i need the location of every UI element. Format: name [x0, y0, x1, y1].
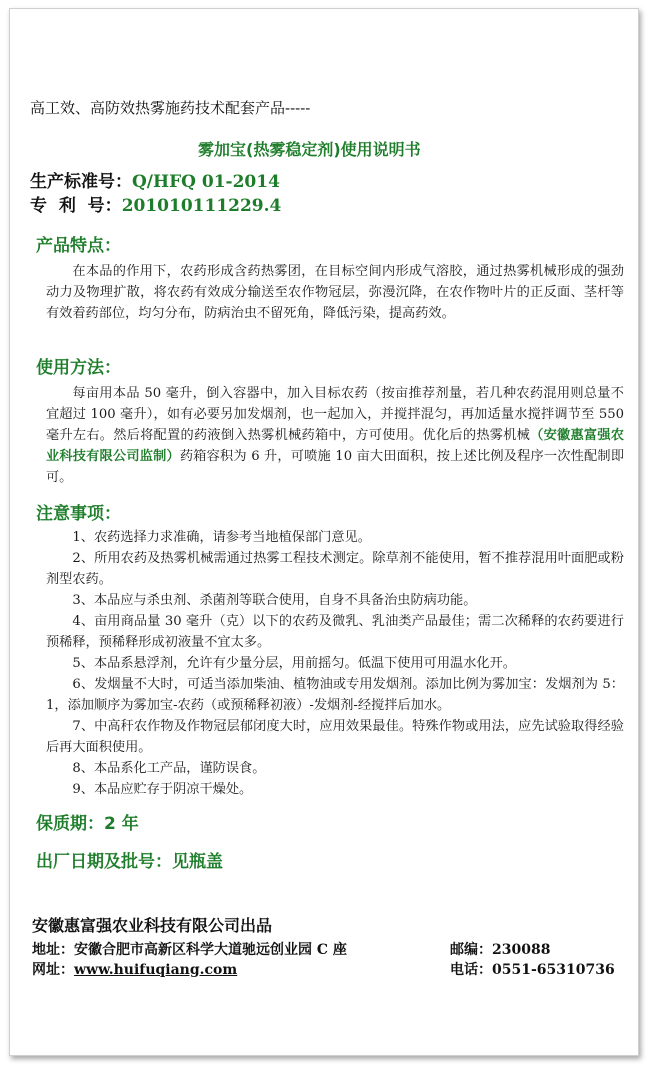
note-item-3: 3、本品应与杀虫剂、杀菌剂等联合使用，自身不具备治虫防病功能。 — [72, 593, 477, 608]
patent-row — [30, 191, 281, 216]
standard-row — [30, 167, 280, 192]
postcode-value: 230088 — [492, 942, 551, 958]
notes-list — [46, 527, 624, 800]
features-text: 在本品的作用下，农药形成含药热雾团，在目标空间内形成气溶胶，通过热雾机械形成的强劲动力及物理扩散，将农药有效成分输送至农作物冠层，弥漫沉降，在农作物叶片的正反面、茎杆等有效着药部位，均匀分布，防病治虫不留死角，降低污染，提高药效。 — [46, 264, 624, 321]
note-item-1: 1、农药选择力求准确，请参考当地植保部门意见。 — [72, 530, 371, 545]
phone-row — [450, 959, 615, 979]
company-name: 安徽惠富强农业科技有限公司出品 — [32, 916, 273, 935]
standard-value: Q/HFQ 01-2014 — [132, 172, 280, 192]
postcode-row — [450, 939, 550, 959]
shelf-life: 保质期：2 年 — [36, 814, 139, 834]
patent-value: 201010111229.4 — [121, 196, 282, 216]
note-item-6: 6、发烟量不大时，可适当添加柴油、植物油或专用发烟剂。添加比例为雾加宝：发烟剂为 5：1，添加顺序为雾加宝-农药（或预稀释初液）-发烟剂-经搅拌后加水。 — [46, 677, 624, 713]
usage-text-before: 每亩用本品 50 毫升，倒入容器中，加入目标农药（按亩推荐剂量，若几种农药混用则总量不宜超过 100 毫升），如有必要另加发烟剂，也一起加入，并搅拌混匀，再加适量水搅拌调节至 550 毫升左右。然后将配置的药液倒入热雾机械药箱中，方可使用。优化后的热雾机械 — [46, 386, 624, 443]
phone-value: 0551-65310736 — [492, 962, 615, 978]
note-item-4: 4、亩用商品量 30 毫升（克）以下的农药及微乳、乳油类产品最佳；需二次稀释的农药要进行预稀释，预稀释形成初液量不宜太多。 — [46, 614, 624, 650]
document-title: 雾加宝(热雾稳定剂)使用说明书 — [198, 140, 421, 159]
website-link[interactable]: www.huifuqiang.com — [74, 962, 238, 978]
phone-label: 电话： — [450, 962, 492, 978]
usage-heading: 使用方法： — [36, 358, 121, 378]
address-value: 安徽合肥市高新区科学大道驰远创业园 C 座 — [74, 942, 347, 958]
usage-text — [46, 383, 624, 488]
note-item-5: 5、本品系悬浮剂，允许有少量分层，用前摇匀。低温下使用可用温水化开。 — [72, 656, 516, 671]
usage-text-after: 药箱容积为 6 升，可喷施 10 亩大田面积，按上述比例及程序一次性配制即可。 — [46, 449, 625, 485]
note-item-8: 8、本品系化工产品，谨防误食。 — [72, 761, 266, 776]
address-label: 地址： — [32, 942, 74, 958]
postcode-label: 邮编： — [450, 942, 492, 958]
batch-info: 出厂日期及批号：见瓶盖 — [36, 852, 223, 872]
website-label: 网址： — [32, 962, 74, 978]
note-item-7: 7、中高秆农作物及作物冠层郁闭度大时，应用效果最佳。特殊作物或用法，应先试验取得经验后再大面积使用。 — [46, 719, 624, 755]
notes-heading: 注意事项： — [36, 504, 121, 524]
standard-label: 生产标准号： — [30, 172, 132, 192]
note-item-9: 9、本品应贮存于阴凉干燥处。 — [72, 782, 253, 797]
note-item-2: 2、所用农药及热雾机械需通过热雾工程技术测定。除草剂不能使用，暂不推荐混用叶面肥或粉剂型农药。 — [46, 551, 624, 587]
instruction-sheet — [9, 8, 639, 1056]
tagline: 高工效、高防效热雾施药技术配套产品----- — [30, 99, 311, 117]
supervisor-highlight: （安徽惠富强农业科技有限公司监制） — [46, 428, 624, 464]
patent-label: 专 利 号： — [30, 196, 122, 216]
address-row — [32, 939, 347, 959]
website-row — [32, 959, 237, 979]
features-heading: 产品特点： — [36, 236, 121, 256]
